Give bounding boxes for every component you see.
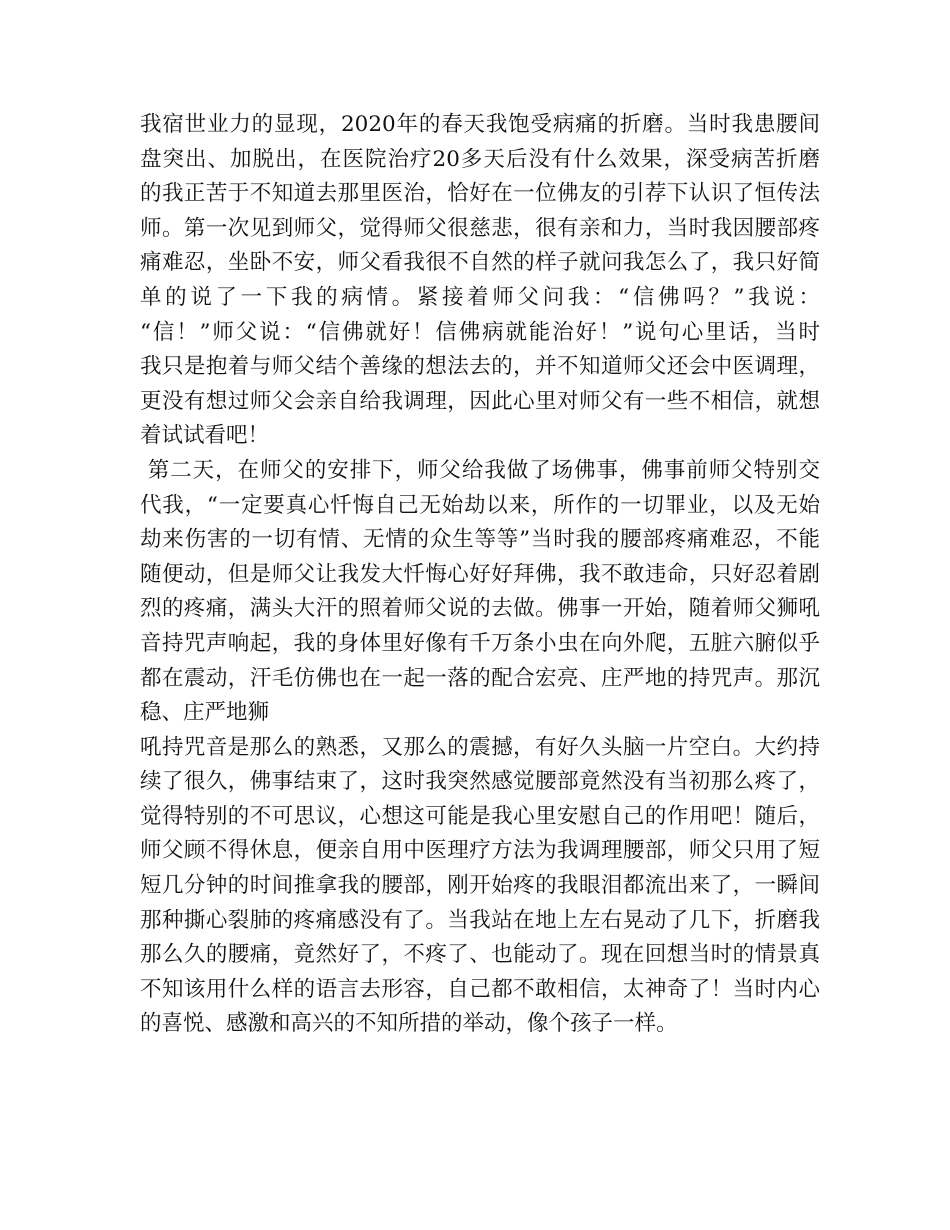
text-line: “信！”师父说：“信佛就好！信佛病就能治好！”说句心里话，当时 — [140, 319, 820, 345]
text-line: 劫来伤害的一切有情、无情的众生等等”当时我的腰部疼痛难忍，不能 — [140, 527, 820, 553]
text-line: 师父顾不得休息，便亲自用中医理疗方法为我调理腰部，师父只用了短 — [140, 838, 820, 864]
text-line: 不知该用什么样的语言去形容，自己都不敢相信，太神奇了！当时内心 — [140, 976, 820, 1002]
text-line: 随便动，但是师父让我发大忏悔心好好拜佛，我不敢违命，只好忍着剧 — [140, 561, 820, 587]
text-line: 我只是抱着与师父结个善缘的想法去的，并不知道师父还会中医调理， — [140, 354, 820, 380]
text-line: 吼持咒音是那么的熟悉，又那么的震撼，有好久头脑一片空白。大约持 — [140, 734, 820, 760]
text-line: 短几分钟的时间推拿我的腰部，刚开始疼的我眼泪都流出来了，一瞬间 — [140, 873, 820, 899]
text-line: 的我正苦于不知道去那里医治，恰好在一位佛友的引荐下认识了恒传法 — [140, 181, 820, 207]
text-line: 盘突出、加脱出，在医院治疗20多天后没有什么效果，深受病苦折磨 — [140, 146, 820, 172]
body-text — [140, 108, 820, 1042]
text-line: 稳、庄严地狮 — [140, 700, 270, 726]
text-line: 烈的疼痛，满头大汗的照着师父说的去做。佛事一开始，随着师父狮吼 — [140, 596, 820, 622]
text-line: 音持咒声响起，我的身体里好像有千万条小虫在向外爬，五脏六腑似乎 — [140, 630, 820, 656]
text-line: 那种撕心裂肺的疼痛感没有了。当我站在地上左右晃动了几下，折磨我 — [140, 907, 820, 933]
text-line: 第二天，在师父的安排下，师父给我做了场佛事，佛事前师父特别交 — [140, 457, 820, 483]
text-line: 痛难忍，坐卧不安，师父看我很不自然的样子就问我怎么了，我只好简 — [140, 250, 820, 276]
text-line: 都在震动，汗毛仿佛也在一起一落的配合宏亮、庄严地的持咒声。那沉 — [140, 665, 820, 691]
text-line: 觉得特别的不可思议，心想这可能是我心里安慰自己的作用吧！随后， — [140, 803, 820, 829]
text-line: 的喜悦、感激和高兴的不知所措的举动，像个孩子一样。 — [140, 1011, 678, 1037]
text-line: 师。第一次见到师父，觉得师父很慈悲，很有亲和力，当时我因腰部疼 — [140, 215, 820, 241]
text-line: 着试试看吧！ — [140, 423, 270, 449]
text-line: 续了很久，佛事结束了，这时我突然感觉腰部竟然没有当初那么疼了， — [140, 769, 820, 795]
text-line: 代我，“一定要真心忏悔自己无始劫以来，所作的一切罪业，以及无始 — [140, 492, 820, 518]
text-line: 单的说了一下我的病情。紧接着师父问我：“信佛吗？”我说： — [140, 284, 820, 310]
text-line: 我宿世业力的显现，2020年的春天我饱受病痛的折磨。当时我患腰间 — [140, 112, 820, 137]
text-line: 那么久的腰痛，竟然好了，不疼了、也能动了。现在回想当时的情景真 — [140, 942, 820, 968]
text-line: 更没有想过师父会亲自给我调理，因此心里对师父有一些不相信，就想 — [140, 388, 820, 414]
